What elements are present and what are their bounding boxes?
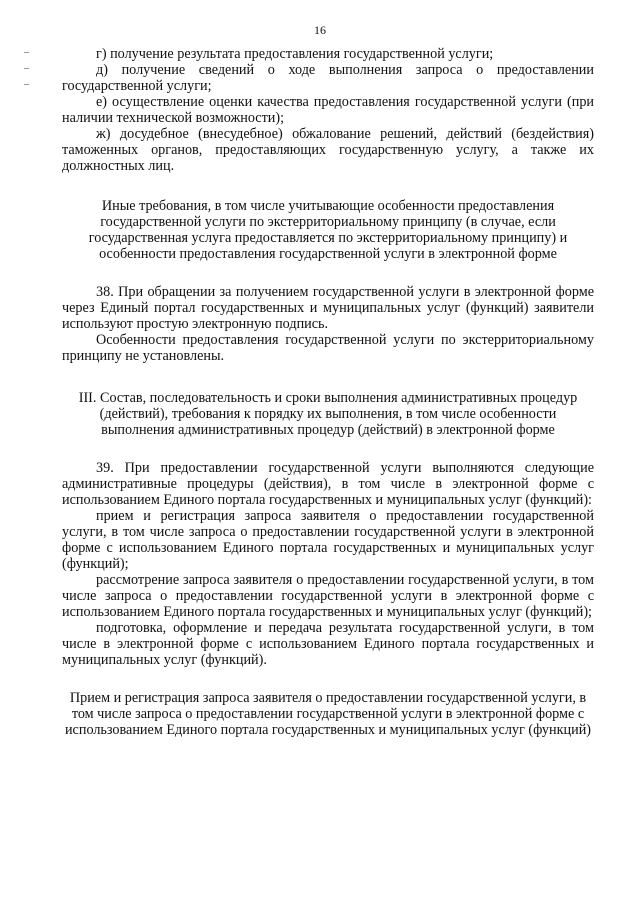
procedure-result: подготовка, оформление и передача результата государственной услуги, в том числе в электронной форме с использованием Единого портала государственных и муниципальных услуг (функций).: [62, 620, 594, 668]
list-item-e: е) осуществление оценки качества предоставления государственной услуги (при наличии технической возможности);: [62, 94, 594, 126]
paragraph-39: 39. При предоставлении государственной услуги выполняются следующие административные процедуры (действия), в том числе в электронной форме с использованием Единого портала государственных и муниципальных услуг (функций):: [62, 460, 594, 508]
heading-reception-registration: Прием и регистрация запроса заявителя о предоставлении государственной услуги, в том числе запроса о предоставлении государственной услуги в электронной форме с использованием Единого портала государственных и муниципальных услуг (функций): [64, 690, 592, 738]
margin-mark: [24, 52, 29, 53]
margin-mark: [24, 84, 29, 85]
list-item-d: д) получение сведений о ходе выполнения запроса о предоставлении государственной услуги;: [62, 62, 594, 94]
paragraph-38: 38. При обращении за получением государственной услуги в электронной форме через Единый портал государственных и муниципальных услуг (функций) заявители используют простую электронную подпись.: [62, 284, 594, 332]
paragraph-38-extraterritorial: Особенности предоставления государственной услуги по экстерриториальному принципу не установлены.: [62, 332, 594, 364]
section-3-heading: III. Состав, последовательность и сроки выполнения административных процедур (действий), требования к порядку их выполнения, в том числе особенности выполнения административных процедур (действий) в электронной форме: [78, 390, 578, 438]
list-item-zh: ж) досудебное (внесудебное) обжалование решений, действий (бездействия) таможенных органов, предоставляющих государственную услугу, а также их должностных лиц.: [62, 126, 594, 174]
heading-other-requirements: Иные требования, в том числе учитывающие особенности предоставления государственной услуги по экстерриториальному принципу (в случае, если государственная услуга предоставляется по экстерриториальному принципу) и особенности предоставления государственной услуги в электронной форме: [88, 198, 568, 262]
procedure-reception: прием и регистрация запроса заявителя о предоставлении государственной услуги, в том числе запроса о предоставлении государственной услуги в электронной форме с использованием Единого портала государственных и муниципальных услуг (функций);: [62, 508, 594, 572]
list-item-g: г) получение результата предоставления государственной услуги;: [96, 46, 494, 62]
procedure-review: рассмотрение запроса заявителя о предоставлении государственной услуги, в том числе запроса о предоставлении государственной услуги в электронной форме с использованием Единого портала государственных и муниципальных услуг (функций);: [62, 572, 594, 620]
document-body: [62, 46, 594, 738]
page-number: 16: [314, 23, 326, 37]
margin-mark: [24, 68, 29, 69]
